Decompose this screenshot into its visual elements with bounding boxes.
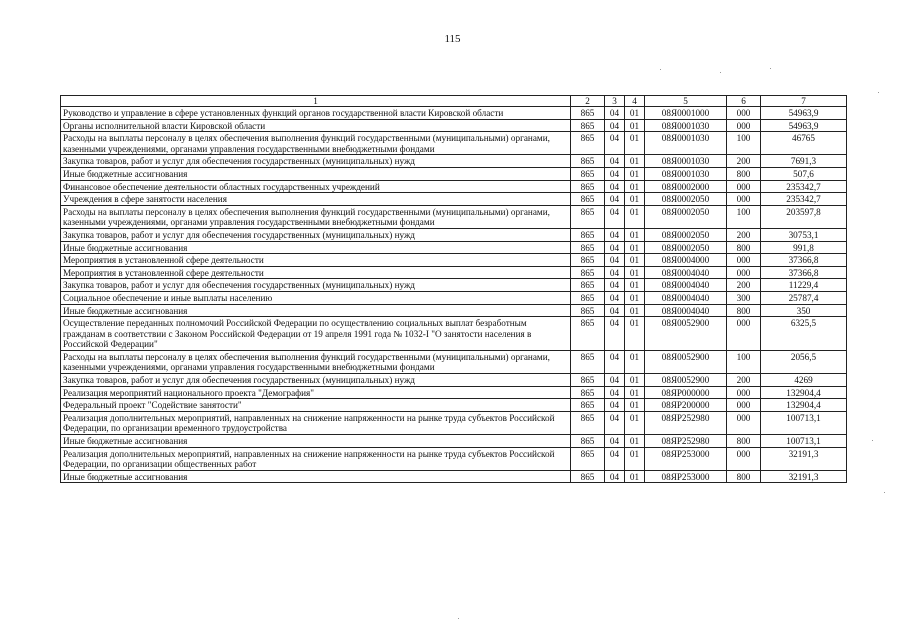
item-name-cell: Реализация дополнительных мероприятий, направленных на снижение напряженности на рынке труда субъектов Российской Федерации, по организации временного трудоустройства: [61, 411, 571, 434]
subsection-code-cell: 01: [625, 399, 645, 412]
target-article-code-cell: 08ЯР252980: [645, 411, 727, 434]
section-code-cell: 04: [605, 279, 625, 292]
subsection-code-cell: 01: [625, 470, 645, 483]
subsection-code-cell: 01: [625, 180, 645, 193]
table-row: [61, 119, 847, 132]
item-name-cell: Иные бюджетные ассигнования: [61, 167, 571, 180]
target-article-code-cell: 08Я0001030: [645, 155, 727, 168]
target-article-code-cell: 08Я0002000: [645, 180, 727, 193]
amount-cell: 203597,8: [761, 205, 847, 228]
section-code-cell: 04: [605, 132, 625, 155]
amount-cell: 11229,4: [761, 279, 847, 292]
table-body: [61, 107, 847, 483]
amount-cell: 350: [761, 304, 847, 317]
item-name-cell: Финансовое обеспечение деятельности областных государственных учреждений: [61, 180, 571, 193]
section-code-cell: 04: [605, 374, 625, 387]
table-row: [61, 228, 847, 241]
target-article-code-cell: 08Я0052900: [645, 350, 727, 373]
ministry-code-cell: 865: [571, 447, 605, 470]
amount-cell: 100713,1: [761, 435, 847, 448]
item-name-cell: Закупка товаров, работ и услуг для обеспечения государственных (муниципальных) нужд: [61, 279, 571, 292]
subsection-code-cell: 01: [625, 228, 645, 241]
ministry-code-cell: 865: [571, 167, 605, 180]
expense-type-code-cell: 100: [727, 132, 761, 155]
section-code-cell: 04: [605, 470, 625, 483]
subsection-code-cell: 01: [625, 119, 645, 132]
amount-cell: 132904,4: [761, 399, 847, 412]
column-header-5: 5: [645, 96, 727, 107]
table-row: [61, 470, 847, 483]
amount-cell: 25787,4: [761, 291, 847, 304]
item-name-cell: Расходы на выплаты персоналу в целях обеспечения выполнения функций государственными (муниципальными) органами, казенными учреждениями, органами управления государственными внебюджетными фондами: [61, 350, 571, 373]
subsection-code-cell: 01: [625, 241, 645, 254]
target-article-code-cell: 08Я0002050: [645, 193, 727, 206]
expense-type-code-cell: 300: [727, 291, 761, 304]
section-code-cell: 04: [605, 291, 625, 304]
expense-type-code-cell: 800: [727, 304, 761, 317]
target-article-code-cell: 08Я0002050: [645, 205, 727, 228]
subsection-code-cell: 01: [625, 167, 645, 180]
page-number: 115: [444, 33, 461, 45]
item-name-cell: Закупка товаров, работ и услуг для обеспечения государственных (муниципальных) нужд: [61, 374, 571, 387]
target-article-code-cell: 08Я0004040: [645, 291, 727, 304]
expense-type-code-cell: 200: [727, 279, 761, 292]
table-row: [61, 167, 847, 180]
section-code-cell: 04: [605, 266, 625, 279]
subsection-code-cell: 01: [625, 374, 645, 387]
subsection-code-cell: 01: [625, 254, 645, 267]
target-article-code-cell: 08Я0002050: [645, 241, 727, 254]
section-code-cell: 04: [605, 155, 625, 168]
ministry-code-cell: 865: [571, 386, 605, 399]
target-article-code-cell: 08Я0001030: [645, 119, 727, 132]
subsection-code-cell: 01: [625, 279, 645, 292]
subsection-code-cell: 01: [625, 447, 645, 470]
amount-cell: 7691,3: [761, 155, 847, 168]
subsection-code-cell: 01: [625, 107, 645, 120]
section-code-cell: 04: [605, 350, 625, 373]
ministry-code-cell: 865: [571, 132, 605, 155]
item-name-cell: Иные бюджетные ассигнования: [61, 435, 571, 448]
table-row: [61, 180, 847, 193]
section-code-cell: 04: [605, 167, 625, 180]
table-row: [61, 374, 847, 387]
ministry-code-cell: 865: [571, 119, 605, 132]
subsection-code-cell: 01: [625, 317, 645, 351]
item-name-cell: Руководство и управление в сфере установленных функций органов государственной власти Кировской области: [61, 107, 571, 120]
expense-type-code-cell: 000: [727, 266, 761, 279]
amount-cell: 32191,3: [761, 447, 847, 470]
section-code-cell: 04: [605, 317, 625, 351]
table-row: [61, 411, 847, 434]
ministry-code-cell: 865: [571, 399, 605, 412]
item-name-cell: Мероприятия в установленной сфере деятельности: [61, 266, 571, 279]
expense-type-code-cell: 000: [727, 119, 761, 132]
table-row: [61, 350, 847, 373]
table-row: [61, 155, 847, 168]
amount-cell: 54963,9: [761, 107, 847, 120]
section-code-cell: 04: [605, 180, 625, 193]
amount-cell: 507,6: [761, 167, 847, 180]
expense-type-code-cell: 800: [727, 167, 761, 180]
amount-cell: 54963,9: [761, 119, 847, 132]
item-name-cell: Мероприятия в установленной сфере деятельности: [61, 254, 571, 267]
target-article-code-cell: 08ЯР253000: [645, 447, 727, 470]
amount-cell: 235342,7: [761, 180, 847, 193]
section-code-cell: 04: [605, 119, 625, 132]
expense-type-code-cell: 000: [727, 399, 761, 412]
scan-speck: [872, 440, 873, 441]
ministry-code-cell: 865: [571, 279, 605, 292]
column-header-7: 7: [761, 96, 847, 107]
table-row: [61, 254, 847, 267]
amount-cell: 2056,5: [761, 350, 847, 373]
item-name-cell: Социальное обеспечение и иные выплаты населению: [61, 291, 571, 304]
target-article-code-cell: 08Я0052900: [645, 317, 727, 351]
header-row: [61, 96, 847, 107]
section-code-cell: 04: [605, 411, 625, 434]
amount-cell: 46765: [761, 132, 847, 155]
ministry-code-cell: 865: [571, 107, 605, 120]
table-row: [61, 241, 847, 254]
item-name-cell: Иные бюджетные ассигнования: [61, 304, 571, 317]
ministry-code-cell: 865: [571, 228, 605, 241]
item-name-cell: Расходы на выплаты персоналу в целях обеспечения выполнения функций государственными (муниципальными) органами, казенными учреждениями, органами управления государственными внебюджетными фондами: [61, 205, 571, 228]
amount-cell: 37366,8: [761, 254, 847, 267]
section-code-cell: 04: [605, 107, 625, 120]
ministry-code-cell: 865: [571, 470, 605, 483]
item-name-cell: Иные бюджетные ассигнования: [61, 241, 571, 254]
table-row: [61, 193, 847, 206]
scan-speck: [770, 68, 771, 69]
target-article-code-cell: 08Я0002050: [645, 228, 727, 241]
target-article-code-cell: 08Я0004040: [645, 279, 727, 292]
column-header-6: 6: [727, 96, 761, 107]
ministry-code-cell: 865: [571, 435, 605, 448]
amount-cell: 235342,7: [761, 193, 847, 206]
expense-type-code-cell: 000: [727, 447, 761, 470]
amount-cell: 991,8: [761, 241, 847, 254]
table-row: [61, 435, 847, 448]
expense-type-code-cell: 800: [727, 241, 761, 254]
amount-cell: 132904,4: [761, 386, 847, 399]
expense-type-code-cell: 800: [727, 435, 761, 448]
item-name-cell: Расходы на выплаты персоналу в целях обеспечения выполнения функций государственными (муниципальными) органами, казенными учреждениями, органами управления государственными внебюджетными фондами: [61, 132, 571, 155]
target-article-code-cell: 08Я0004000: [645, 254, 727, 267]
subsection-code-cell: 01: [625, 304, 645, 317]
column-header-2: 2: [571, 96, 605, 107]
section-code-cell: 04: [605, 254, 625, 267]
scan-speck: [884, 492, 885, 493]
subsection-code-cell: 01: [625, 386, 645, 399]
target-article-code-cell: 08Я0004040: [645, 266, 727, 279]
ministry-code-cell: 865: [571, 291, 605, 304]
item-name-cell: Закупка товаров, работ и услуг для обеспечения государственных (муниципальных) нужд: [61, 155, 571, 168]
amount-cell: 4269: [761, 374, 847, 387]
subsection-code-cell: 01: [625, 435, 645, 448]
ministry-code-cell: 865: [571, 266, 605, 279]
expense-type-code-cell: 200: [727, 374, 761, 387]
table-row: [61, 132, 847, 155]
item-name-cell: Органы исполнительной власти Кировской области: [61, 119, 571, 132]
target-article-code-cell: 08ЯР000000: [645, 386, 727, 399]
amount-cell: 37366,8: [761, 266, 847, 279]
table-row: [61, 386, 847, 399]
ministry-code-cell: 865: [571, 374, 605, 387]
amount-cell: 6325,5: [761, 317, 847, 351]
target-article-code-cell: 08Я0004040: [645, 304, 727, 317]
column-header-4: 4: [625, 96, 645, 107]
item-name-cell: Реализация дополнительных мероприятий, направленных на снижение напряженности на рынке труда субъектов Российской Федерации, по организации общественных работ: [61, 447, 571, 470]
subsection-code-cell: 01: [625, 193, 645, 206]
amount-cell: 100713,1: [761, 411, 847, 434]
section-code-cell: 04: [605, 241, 625, 254]
section-code-cell: 04: [605, 447, 625, 470]
expense-type-code-cell: 200: [727, 155, 761, 168]
item-name-cell: Осуществление переданных полномочий Российской Федерации по осуществлению социальных выплат безработным гражданам в соответствии с Законом Российской Федерации от 19 апреля 1991 года № 1032-I "О занятости населения в Российской Федерации": [61, 317, 571, 351]
table-row: [61, 304, 847, 317]
ministry-code-cell: 865: [571, 350, 605, 373]
target-article-code-cell: 08Я0001030: [645, 167, 727, 180]
item-name-cell: Реализация мероприятий национального проекта "Демография": [61, 386, 571, 399]
ministry-code-cell: 865: [571, 180, 605, 193]
subsection-code-cell: 01: [625, 132, 645, 155]
expense-type-code-cell: 000: [727, 180, 761, 193]
expense-type-code-cell: 000: [727, 411, 761, 434]
expense-type-code-cell: 000: [727, 107, 761, 120]
expense-type-code-cell: 800: [727, 470, 761, 483]
table-row: [61, 291, 847, 304]
section-code-cell: 04: [605, 193, 625, 206]
amount-cell: 32191,3: [761, 470, 847, 483]
scan-speck: [660, 69, 661, 70]
target-article-code-cell: 08Я0001030: [645, 132, 727, 155]
expense-type-code-cell: 000: [727, 254, 761, 267]
subsection-code-cell: 01: [625, 291, 645, 304]
ministry-code-cell: 865: [571, 304, 605, 317]
ministry-code-cell: 865: [571, 411, 605, 434]
target-article-code-cell: 08Я0001000: [645, 107, 727, 120]
table-row: [61, 266, 847, 279]
subsection-code-cell: 01: [625, 155, 645, 168]
ministry-code-cell: 865: [571, 317, 605, 351]
target-article-code-cell: 08Я0052900: [645, 374, 727, 387]
column-header-1: 1: [61, 96, 571, 107]
expense-type-code-cell: 000: [727, 386, 761, 399]
table-row: [61, 279, 847, 292]
section-code-cell: 04: [605, 399, 625, 412]
subsection-code-cell: 01: [625, 411, 645, 434]
table-row: [61, 205, 847, 228]
section-code-cell: 04: [605, 228, 625, 241]
table-row: [61, 447, 847, 470]
subsection-code-cell: 01: [625, 266, 645, 279]
subsection-code-cell: 01: [625, 205, 645, 228]
section-code-cell: 04: [605, 205, 625, 228]
ministry-code-cell: 865: [571, 241, 605, 254]
table-row: [61, 399, 847, 412]
budget-table: [60, 95, 847, 483]
item-name-cell: Иные бюджетные ассигнования: [61, 470, 571, 483]
ministry-code-cell: 865: [571, 254, 605, 267]
section-code-cell: 04: [605, 304, 625, 317]
item-name-cell: Закупка товаров, работ и услуг для обеспечения государственных (муниципальных) нужд: [61, 228, 571, 241]
item-name-cell: Федеральный проект "Содействие занятости": [61, 399, 571, 412]
table-row: [61, 317, 847, 351]
scan-speck: [878, 92, 879, 93]
column-header-3: 3: [605, 96, 625, 107]
table-row: [61, 107, 847, 120]
ministry-code-cell: 865: [571, 155, 605, 168]
ministry-code-cell: 865: [571, 205, 605, 228]
amount-cell: 30753,1: [761, 228, 847, 241]
expense-type-code-cell: 000: [727, 317, 761, 351]
subsection-code-cell: 01: [625, 350, 645, 373]
scan-speck: [720, 72, 721, 73]
expense-type-code-cell: 100: [727, 205, 761, 228]
section-code-cell: 04: [605, 386, 625, 399]
target-article-code-cell: 08ЯР252980: [645, 435, 727, 448]
target-article-code-cell: 08ЯР253000: [645, 470, 727, 483]
section-code-cell: 04: [605, 435, 625, 448]
expense-type-code-cell: 200: [727, 228, 761, 241]
scan-speck: [458, 618, 459, 619]
target-article-code-cell: 08ЯР200000: [645, 399, 727, 412]
expense-type-code-cell: 000: [727, 193, 761, 206]
expense-type-code-cell: 100: [727, 350, 761, 373]
item-name-cell: Учреждения в сфере занятости населения: [61, 193, 571, 206]
ministry-code-cell: 865: [571, 193, 605, 206]
